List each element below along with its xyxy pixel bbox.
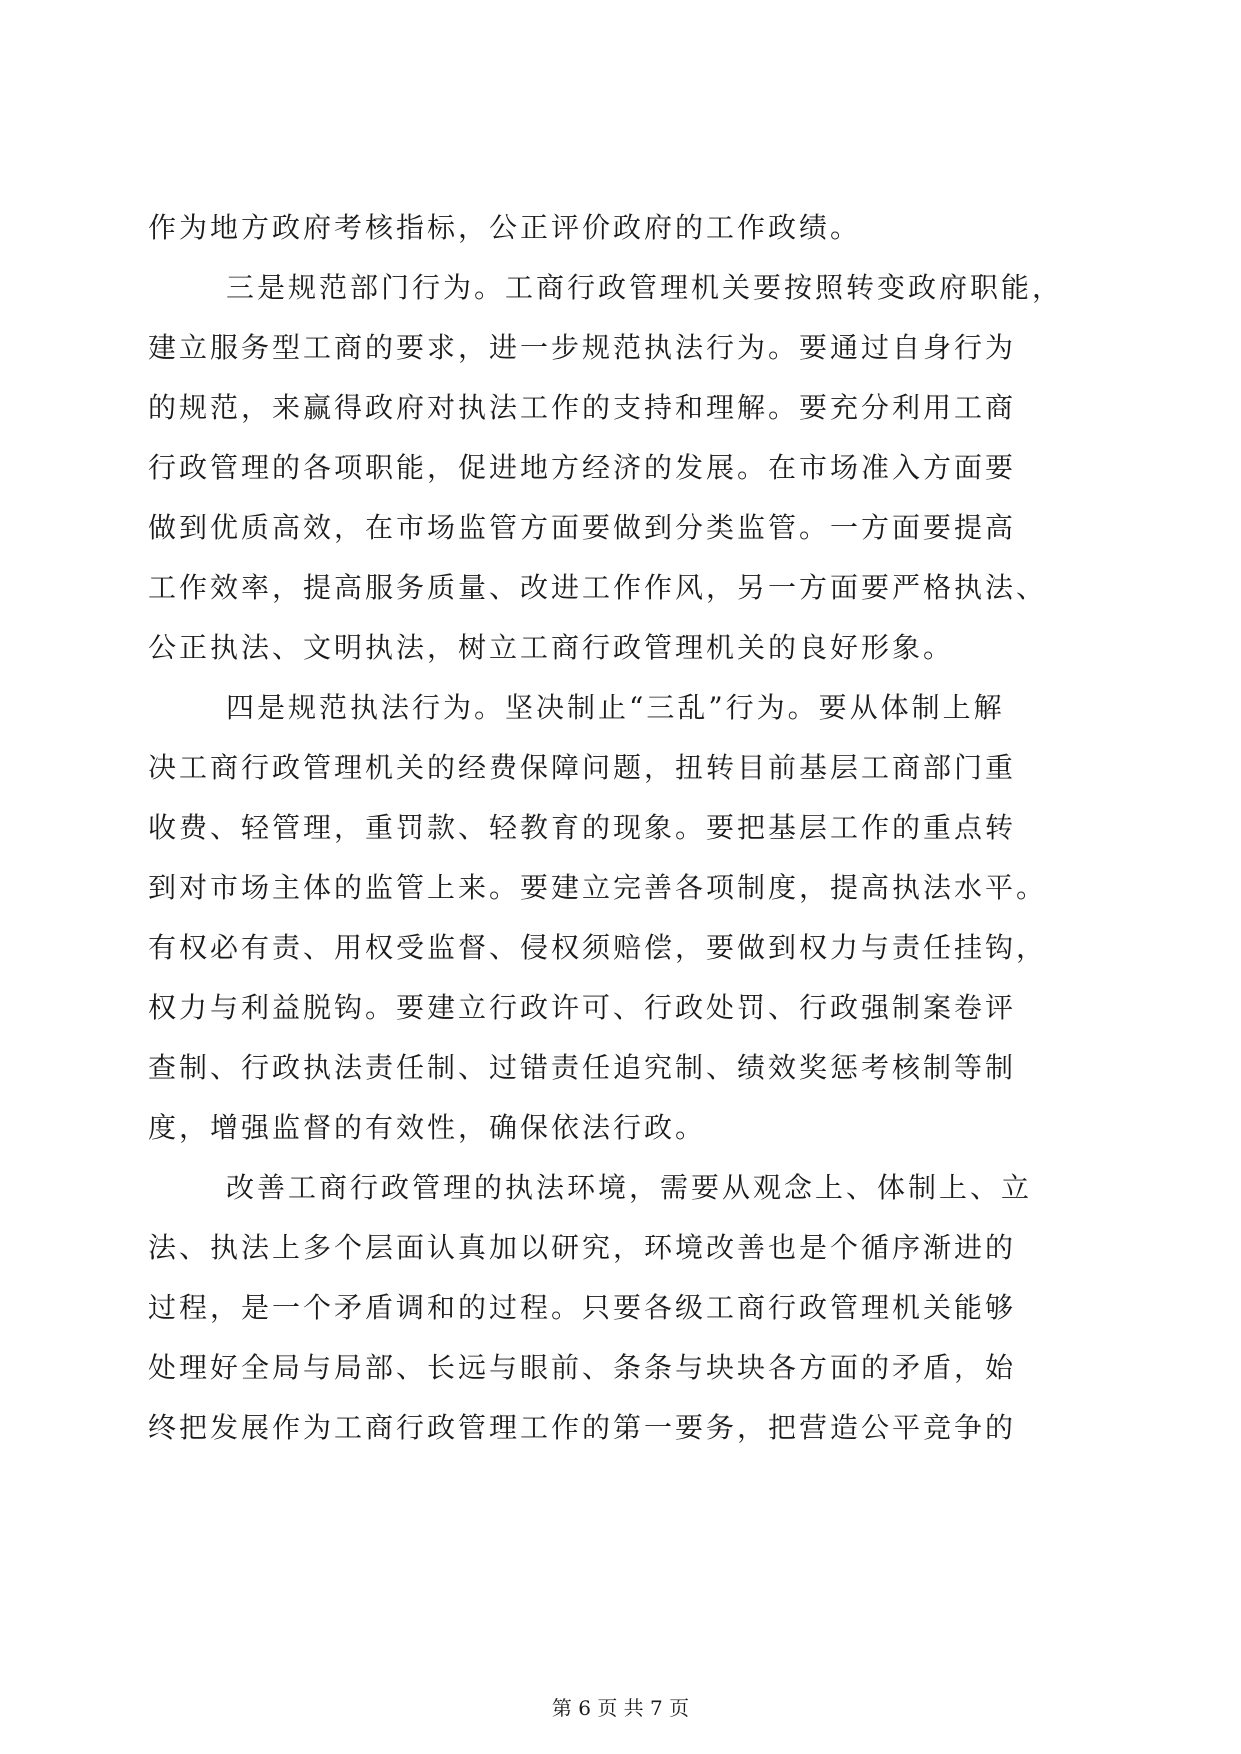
text-line: 改善工商行政管理的执法环境，需要从观念上、体制上、立: [226, 1171, 1033, 1204]
document-body: [148, 198, 1088, 1458]
text-line: 做到优质高效，在市场监管方面要做到分类监管。一方面要提高: [148, 511, 1017, 544]
text-line: 到对市场主体的监管上来。要建立完善各项制度，提高执法水平。: [148, 871, 1048, 904]
text-line: 终把发展作为工商行政管理工作的第一要务，把营造公平竞争的: [148, 1411, 1017, 1444]
text-line: 的规范，来赢得政府对执法工作的支持和理解。要充分利用工商: [148, 391, 1017, 424]
text-line: 公正执法、文明执法，树立工商行政管理机关的良好形象。: [148, 631, 955, 664]
text-line: 作为地方政府考核指标，公正评价政府的工作政绩。: [148, 211, 862, 244]
text-line: 有权必有责、用权受监督、侵权须赔偿，要做到权力与责任挂钩，: [148, 931, 1048, 964]
text-line: 度，增强监督的有效性，确保依法行政。: [148, 1111, 707, 1144]
text-line: 四是规范执法行为。坚决制止“三乱”行为。要从体制上解: [226, 691, 1005, 724]
text-line: 行政管理的各项职能，促进地方经济的发展。在市场准入方面要: [148, 451, 1017, 484]
text-line: 查制、行政执法责任制、过错责任追究制、绩效奖惩考核制等制: [148, 1051, 1017, 1084]
page-number-footer: 第 6 页 共 7 页: [551, 1696, 690, 1720]
text-line: 工作效率，提高服务质量、改进工作作风，另一方面要严格执法、: [148, 571, 1048, 604]
text-line: 建立服务型工商的要求，进一步规范执法行为。要通过自身行为: [148, 331, 1017, 364]
text-line: 收费、轻管理，重罚款、轻教育的现象。要把基层工作的重点转: [148, 811, 1017, 844]
text-line: 过程，是一个矛盾调和的过程。只要各级工商行政管理机关能够: [148, 1291, 1017, 1324]
text-line: 决工商行政管理机关的经费保障问题，扭转目前基层工商部门重: [148, 751, 1017, 784]
text-line: 处理好全局与局部、长远与眼前、条条与块块各方面的矛盾，始: [148, 1351, 1017, 1384]
text-line: 法、执法上多个层面认真加以研究，环境改善也是个循序渐进的: [148, 1231, 1017, 1264]
text-line: 权力与利益脱钩。要建立行政许可、行政处罚、行政强制案卷评: [148, 991, 1017, 1024]
text-line: 三是规范部门行为。工商行政管理机关要按照转变政府职能，: [226, 271, 1064, 304]
